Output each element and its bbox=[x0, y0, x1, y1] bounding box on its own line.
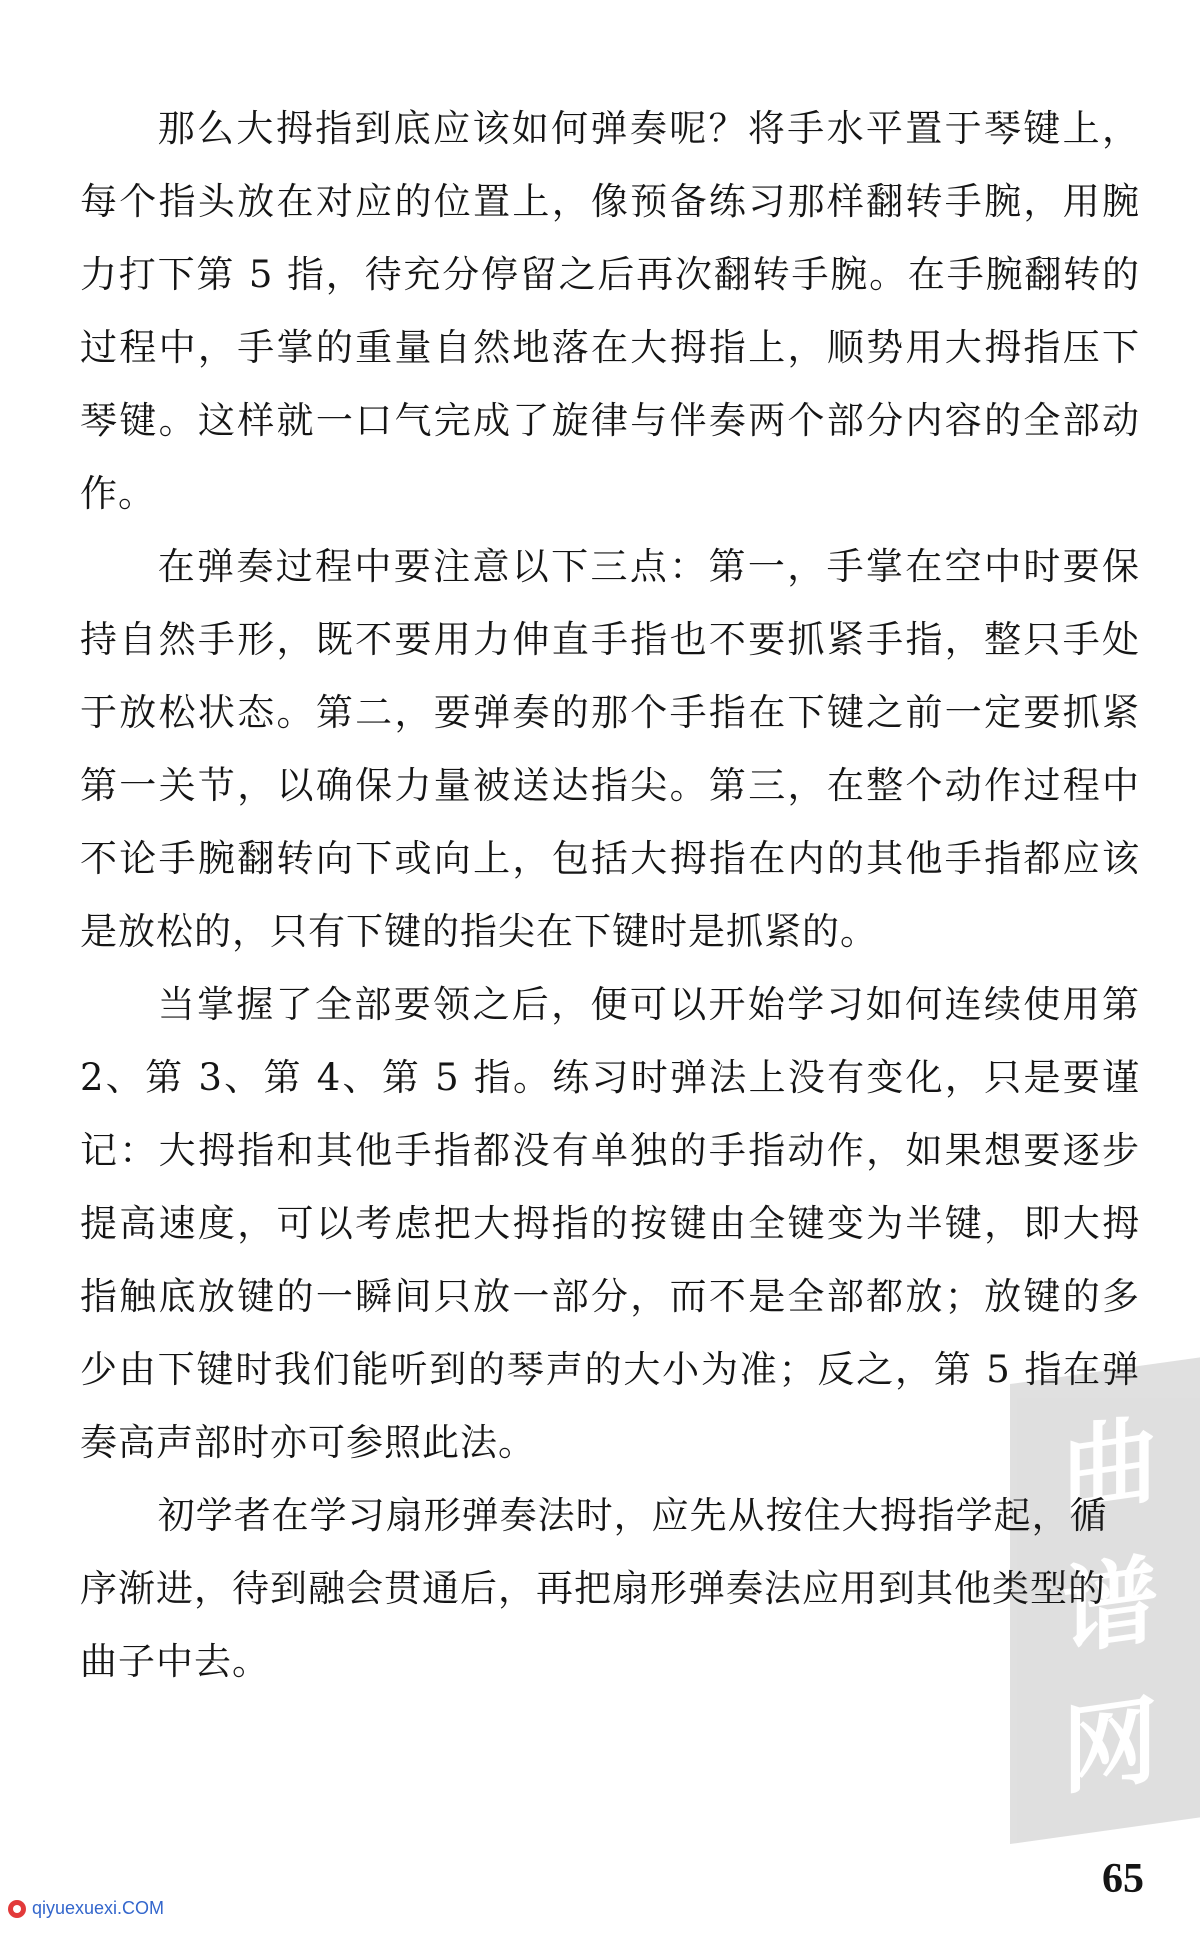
watermark-glyph-2: 谱 bbox=[1062, 1542, 1158, 1669]
site-logo-icon bbox=[8, 1900, 26, 1918]
watermark-glyph-1: 曲 bbox=[1062, 1402, 1158, 1529]
paragraph-1: 那么大拇指到底应该如何弹奏呢？将手水平置于琴键上，每个指头放在对应的位置上，像预备练习那样翻转手腕，用腕力打下第 5 指，待充分停留之后再次翻转手腕。在手腕翻转的过程中，手掌的重量自然地落在大拇指上，顺势用大拇指压下琴键。这样就一口气完成了旋律与伴奏两个部分内容的全部动作。 bbox=[80, 107, 1140, 515]
paragraph-2: 在弹奏过程中要注意以下三点：第一，手掌在空中时要保持自然手形，既不要用力伸直手指也不要抓紧手指，整只手处于放松状态。第二，要弹奏的那个手指在下键之前一定要抓紧第一关节，以确保力量被送达指尖。第三，在整个动作过程中不论手腕翻转向下或向上，包括大拇指在内的其他手指都应该是放松的，只有下键的指尖在下键时是抓紧的。 bbox=[80, 545, 1140, 953]
watermark-glyph-3: 网 bbox=[1062, 1682, 1158, 1809]
site-watermark-text: qiyuexuexi.COM bbox=[32, 1898, 165, 1918]
body-text bbox=[80, 92, 1140, 1698]
paragraph-3: 当掌握了全部要领之后，便可以开始学习如何连续使用第 2、第 3、第 4、第 5 指。练习时弹法上没有变化，只是要谨记：大拇指和其他手指都没有单独的手指动作，如果想要逐步提高速度，可以考虑把大拇指的按键由全键变为半键，即大拇指触底放键的一瞬间只放一部分，而不是全部都放；放键的多少由下键时我们能听到的琴声的大小为准；反之，第 5 指在弹奏高声部时亦可参照此法。 bbox=[80, 983, 1140, 1464]
site-watermark bbox=[8, 1898, 164, 1919]
paragraph-4: 初学者在学习扇形弹奏法时，应先从按住大拇指学起，循序渐进，待到融会贯通后，再把扇形弹奏法应用到其他类型的曲子中去。 bbox=[80, 1494, 1108, 1683]
page-number: 65 bbox=[1102, 1856, 1144, 1902]
